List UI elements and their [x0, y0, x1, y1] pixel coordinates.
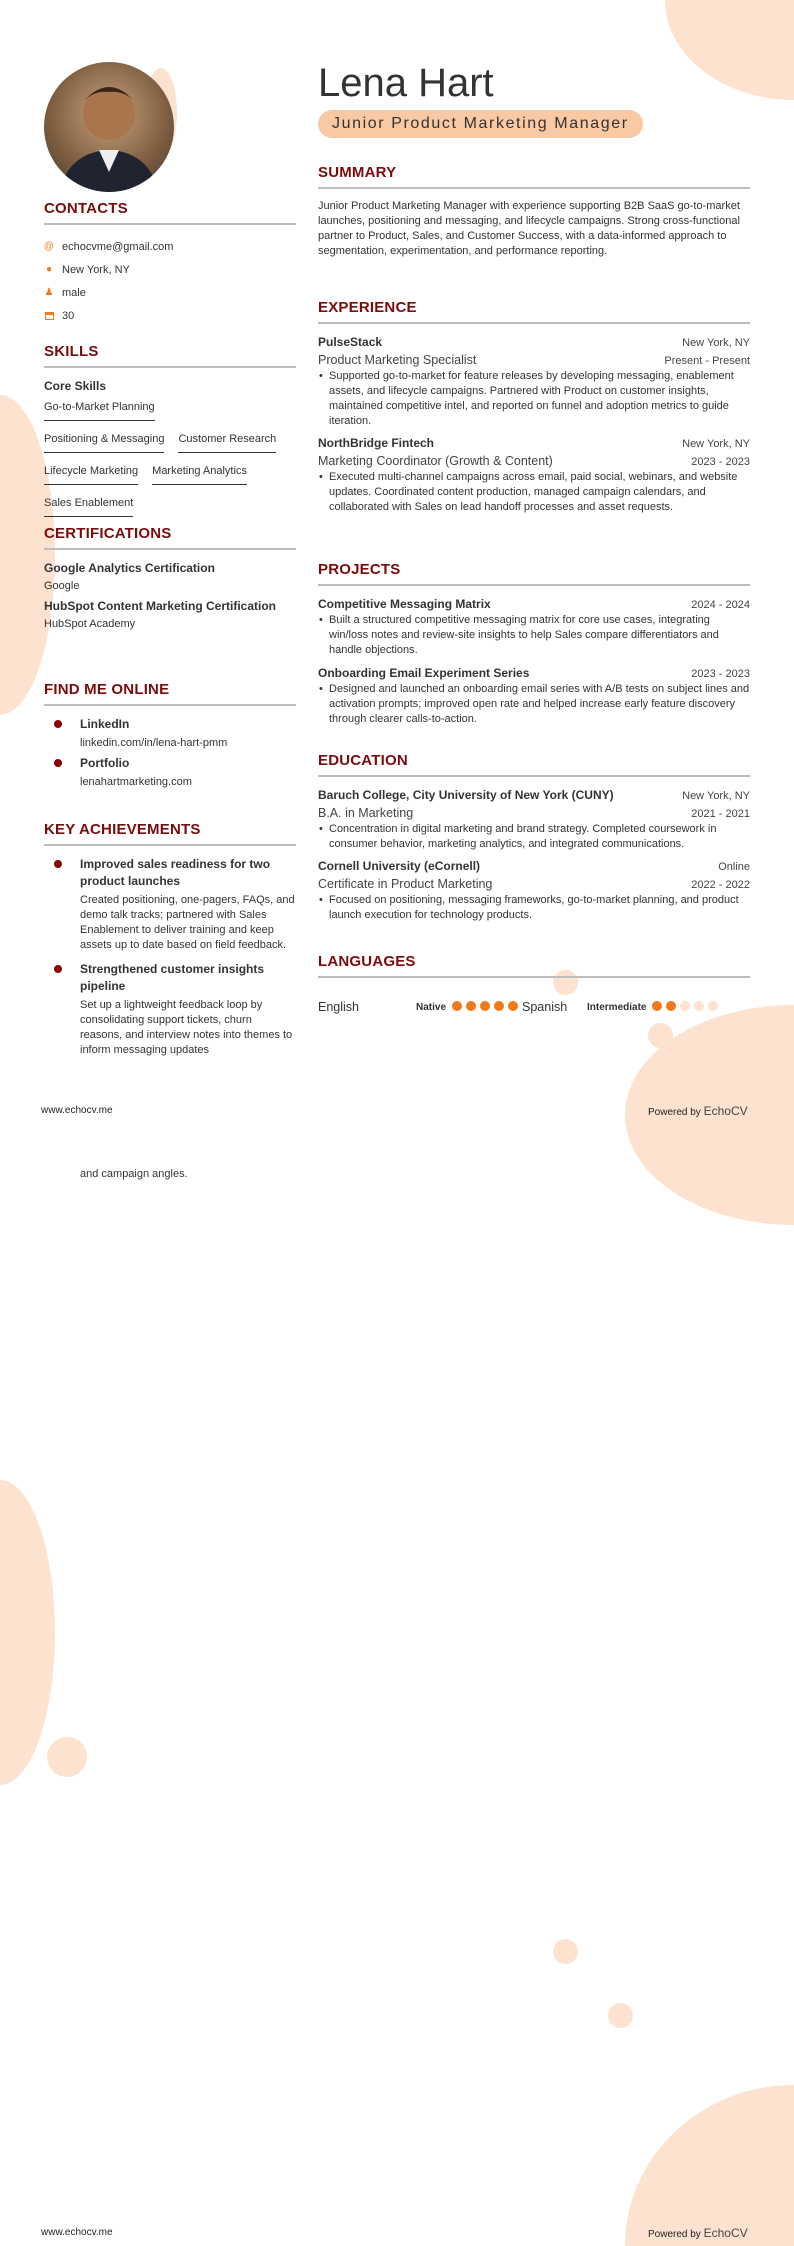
link-label: LinkedIn	[80, 717, 130, 731]
online-heading: FIND ME ONLINE	[44, 681, 170, 698]
divider	[318, 322, 750, 324]
skill-tag: Positioning & Messaging	[44, 432, 164, 453]
decor-blob	[0, 1480, 55, 1785]
education-item	[318, 858, 750, 923]
projects-heading: PROJECTS	[318, 561, 401, 578]
summary-section	[318, 164, 750, 259]
summary-heading: SUMMARY	[318, 164, 397, 181]
brand-name: EchoCV	[703, 2226, 748, 2240]
candidate-name: Lena Hart	[318, 61, 494, 105]
project-bullet: • Designed and launched an onboarding email series with A/B tests on subject lines and activation prompts; improved open rate and helped increase early feature discovery through clearer calls-to-action.	[318, 682, 750, 727]
rating-dot	[494, 1001, 504, 1011]
education-heading: EDUCATION	[318, 752, 408, 769]
rating-dot	[466, 1001, 476, 1011]
education-item	[318, 787, 750, 852]
skills-heading: SKILLS	[44, 343, 99, 360]
rating-dot	[694, 1001, 704, 1011]
degree: Certificate in Product Marketing	[318, 877, 493, 891]
cert-issuer: Google	[44, 580, 80, 592]
person-icon: ♟	[44, 287, 54, 298]
at-icon: @	[43, 241, 55, 252]
bullet-dot	[54, 759, 62, 767]
footer-powered	[648, 2226, 748, 2240]
projects-section	[318, 561, 750, 727]
job-dates: Present - Present	[664, 355, 750, 367]
decor-blob	[625, 2085, 794, 2246]
job-location: New York, NY	[682, 438, 750, 450]
contact-gender	[44, 281, 296, 304]
job-bullet: • Supported go-to-market for feature releases by developing messaging, enablement assets, and lifecycle campaigns. Partnered with Product on customer insights, maintained competitive intel, and reported on funnel and adoption metrics to guide iteration.	[318, 369, 750, 429]
link-url[interactable]: lenahartmarketing.com	[80, 776, 192, 788]
certifications-section	[44, 525, 296, 632]
link-label: Portfolio	[80, 756, 130, 770]
divider	[318, 775, 750, 777]
cert-name: Google Analytics Certification	[44, 561, 215, 575]
bullet-dot	[54, 965, 62, 973]
achievement-body: Created positioning, one-pagers, FAQs, and demo talk tracks; partnered with Sales Enablement to deliver training and keep assets up to date based on field feedback.	[80, 894, 295, 951]
education-dates: 2022 - 2022	[691, 879, 750, 891]
profile-photo	[44, 62, 174, 192]
education-bullet: • Concentration in digital marketing and brand strategy. Completed coursework in consumer behavior, marketing analytics, and integrated communications.	[318, 822, 750, 852]
person-avatar-icon	[44, 62, 174, 192]
job-location: New York, NY	[682, 337, 750, 349]
school-location: New York, NY	[682, 790, 750, 802]
divider	[318, 187, 750, 189]
achievement-item	[44, 961, 296, 1058]
project-name: Onboarding Email Experiment Series	[318, 666, 530, 680]
achievement-body: Set up a lightweight feedback loop by consolidating support tickets, churn reasons, and interview notes into themes to inform messaging updates	[80, 999, 293, 1056]
rating-dot	[708, 1001, 718, 1011]
achievements-section	[44, 821, 296, 1066]
degree: B.A. in Marketing	[318, 806, 414, 820]
job-title-pill: Junior Product Marketing Manager	[318, 110, 643, 138]
job-role: Marketing Coordinator (Growth & Content)	[318, 454, 553, 468]
project-bullet: • Built a structured competitive messaging matrix for core use cases, integrating win/loss notes and review-site insights to help Sales compare differentiators and handle objections.	[318, 613, 750, 658]
contact-text: echocvme@gmail.com	[62, 240, 174, 253]
contact-text: male	[62, 286, 86, 299]
project-item	[318, 665, 750, 727]
rating-dot	[480, 1001, 490, 1011]
contact-email[interactable]	[44, 235, 296, 258]
language-level: Intermediate	[587, 1001, 647, 1013]
divider	[44, 548, 296, 550]
decor-blob	[648, 1023, 673, 1048]
language-rating	[648, 1000, 718, 1014]
divider	[44, 704, 296, 706]
contact-text: 30	[62, 309, 75, 322]
job-role: Product Marketing Specialist	[318, 353, 477, 367]
rating-dot	[652, 1001, 662, 1011]
achievement-title: Strengthened customer insights pipeline	[80, 962, 265, 993]
decor-blob	[608, 2003, 633, 2028]
achievements-heading: KEY ACHIEVEMENTS	[44, 821, 201, 838]
cert-name: HubSpot Content Marketing Certification	[44, 599, 276, 613]
cert-issuer: HubSpot Academy	[44, 618, 136, 630]
job-dates: 2023 - 2023	[691, 456, 750, 468]
skill-tag: Customer Research	[178, 432, 276, 453]
divider	[44, 366, 296, 368]
brand-name: EchoCV	[703, 1104, 748, 1118]
divider	[44, 844, 296, 846]
experience-item	[318, 435, 750, 515]
powered-by-label: Powered by	[648, 2229, 701, 2240]
rating-dot	[666, 1001, 676, 1011]
contact-location	[44, 258, 296, 281]
skill-group-title: Core Skills	[44, 379, 107, 393]
languages-section	[318, 953, 750, 1014]
bullet-dot	[54, 720, 62, 728]
achievement-title: Improved sales readiness for two product launches	[80, 857, 271, 888]
powered-by-label: Powered by	[648, 1107, 701, 1118]
link-url[interactable]: linkedin.com/in/lena-hart-pmm	[80, 737, 228, 749]
divider	[318, 584, 750, 586]
contacts-section	[44, 200, 296, 327]
bullet-dot	[54, 860, 62, 868]
languages-heading: LANGUAGES	[318, 953, 416, 970]
divider	[44, 223, 296, 225]
project-name: Competitive Messaging Matrix	[318, 597, 491, 611]
skill-tag: Go-to-Market Planning	[44, 400, 155, 421]
language-name: English	[318, 1000, 359, 1014]
language-rating	[448, 1000, 522, 1014]
company-name: NorthBridge Fintech	[318, 436, 434, 450]
experience-section	[318, 299, 750, 515]
achievement-overflow-text: and campaign angles.	[80, 1168, 188, 1180]
project-item	[318, 596, 750, 658]
school-location: Online	[718, 861, 750, 873]
experience-item	[318, 334, 750, 429]
contact-text: New York, NY	[62, 263, 130, 276]
contact-age	[44, 304, 296, 327]
skills-section	[44, 343, 296, 525]
location-pin-icon: ●	[45, 264, 53, 275]
footer-site[interactable]: www.echocv.me	[41, 2227, 113, 2238]
skill-tag: Marketing Analytics	[152, 464, 247, 485]
summary-text: Junior Product Marketing Manager with experience supporting B2B SaaS go-to-market launches, positioning and messaging, and lifecycle campaigns. Strong cross-functional partner to Product, Sales, and Customer Success, with a data-informed approach to segmentation, experimentation, and performance reporting.	[318, 200, 740, 257]
skill-tag: Lifecycle Marketing	[44, 464, 138, 485]
company-name: PulseStack	[318, 335, 383, 349]
rating-dot	[680, 1001, 690, 1011]
language-name: Spanish	[522, 1000, 568, 1014]
rating-dot	[452, 1001, 462, 1011]
divider	[318, 976, 750, 978]
calendar-icon	[44, 311, 54, 321]
contacts-heading: CONTACTS	[44, 200, 128, 217]
project-dates: 2024 - 2024	[691, 599, 750, 611]
achievement-item	[44, 856, 296, 953]
project-dates: 2023 - 2023	[691, 668, 750, 680]
school-name: Cornell University (eCornell)	[318, 859, 481, 873]
footer-powered	[648, 1104, 748, 1118]
school-name: Baruch College, City University of New York (CUNY)	[318, 788, 614, 802]
certifications-heading: CERTIFICATIONS	[44, 525, 172, 542]
language-level: Native	[416, 1001, 447, 1013]
online-section	[44, 681, 296, 798]
footer-site[interactable]: www.echocv.me	[41, 1105, 113, 1116]
job-bullet: • Executed multi-channel campaigns across email, paid social, webinars, and website updates. Coordinated content production, managed campaign calendars, and collaborated with Sales on lead handoff processes and asset requests.	[318, 470, 750, 515]
online-link-linkedin[interactable]	[44, 716, 296, 751]
education-section	[318, 752, 750, 923]
online-link-portfolio[interactable]	[44, 755, 296, 790]
experience-heading: EXPERIENCE	[318, 299, 417, 316]
decor-blob	[553, 1939, 578, 1964]
education-bullet: • Focused on positioning, messaging frameworks, go-to-market planning, and product launch execution for technology products.	[318, 893, 750, 923]
decor-blob	[47, 1737, 87, 1777]
rating-dot	[508, 1001, 518, 1011]
education-dates: 2021 - 2021	[691, 808, 750, 820]
skill-tag: Sales Enablement	[44, 496, 133, 517]
